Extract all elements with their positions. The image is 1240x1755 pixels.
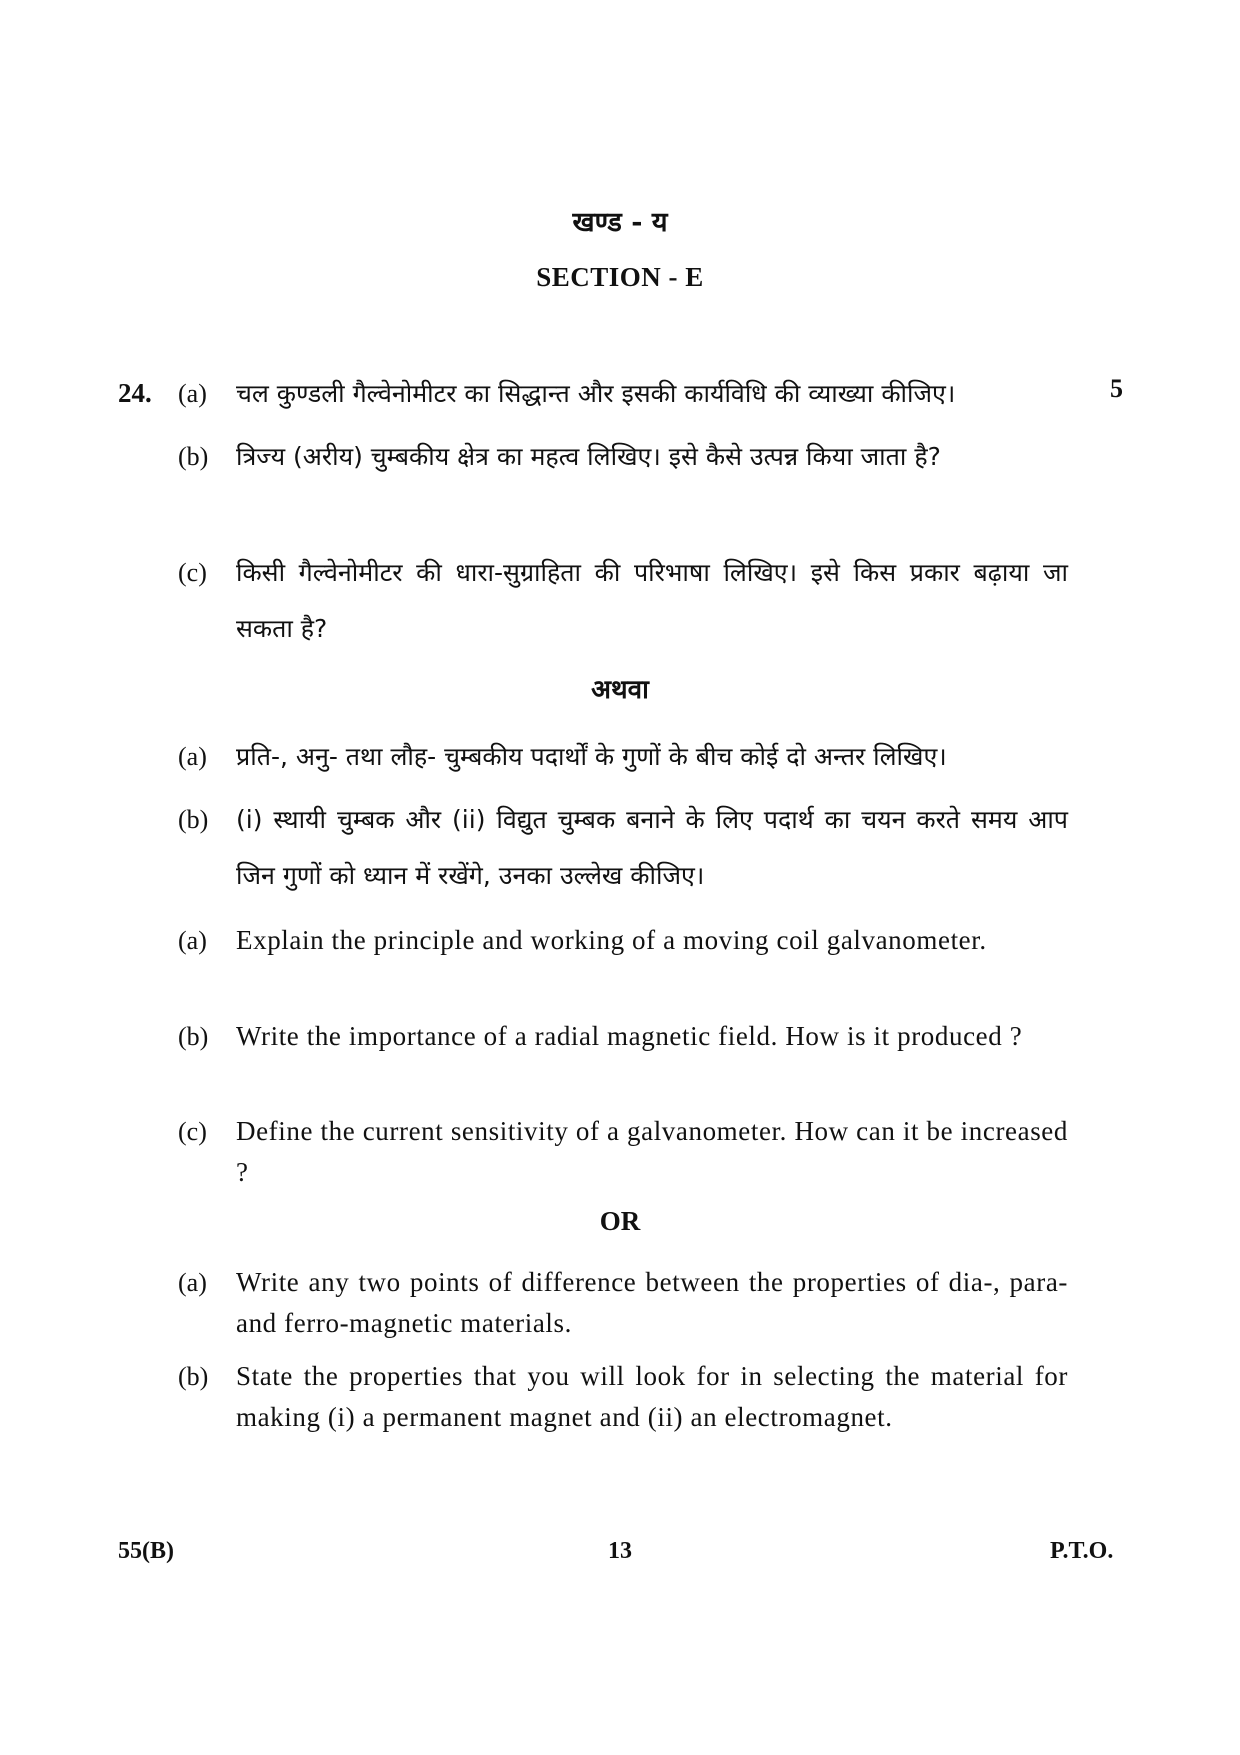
part-label: (c) (178, 1117, 207, 1146)
part-text: Write the importance of a radial magnetic field. How is it produced ? (236, 1021, 1023, 1051)
part-label: (a) (178, 379, 207, 408)
hindi-alt-part-b (178, 792, 1068, 904)
page-number: 13 (608, 1538, 632, 1564)
part-label: (a) (178, 1268, 207, 1297)
part-text: किसी गैल्वेनोमीटर की धारा-सुग्राहिता की परिभाषा लिखिए। इसे किस प्रकार बढ़ाया जा सकता है? (236, 558, 1068, 643)
part-label: (b) (178, 805, 209, 834)
part-text: प्रति-, अनु- तथा लौह- चुम्बकीय पदार्थों के गुणों के बीच कोई दो अन्तर लिखिए। (236, 742, 947, 771)
english-part-b (178, 1016, 1068, 1057)
hindi-alt-part-a (178, 729, 1068, 785)
part-label: (b) (178, 1022, 209, 1051)
part-label: (a) (178, 926, 207, 955)
part-label: (b) (178, 1362, 209, 1391)
hindi-part-a (178, 366, 1068, 422)
part-text: त्रिज्य (अरीय) चुम्बकीय क्षेत्र का महत्व लिखिए। इसे कैसे उत्पन्न किया जाता है? (236, 442, 941, 471)
part-text: चल कुण्डली गैल्वेनोमीटर का सिद्धान्त और इसकी कार्यविधि की व्याख्या कीजिए। (236, 379, 956, 408)
part-text: Write any two points of difference between the properties of dia-, para- and ferro-magnetic materials. (236, 1267, 1068, 1338)
part-text: Define the current sensitivity of a galvanometer. How can it be increased ? (236, 1116, 1068, 1187)
part-text: Explain the principle and working of a moving coil galvanometer. (236, 925, 987, 955)
question-marks: 5 (1110, 374, 1123, 403)
english-or-label: OR (599, 1206, 641, 1236)
question-number: 24. (118, 378, 152, 408)
english-alt-part-a (178, 1262, 1068, 1344)
english-alt-part-b (178, 1356, 1068, 1438)
pto-label: P.T.O. (1050, 1538, 1114, 1564)
hindi-section-heading: खण्ड - य (572, 207, 668, 238)
hindi-part-b (178, 429, 1068, 485)
paper-code: 55(B) (118, 1538, 174, 1564)
part-label: (b) (178, 442, 209, 471)
hindi-or-label: अथवा (591, 675, 649, 705)
english-part-a (178, 920, 1068, 961)
part-label: (c) (178, 558, 207, 587)
part-text: State the properties that you will look for in selecting the material for making (i) a permanent magnet and (ii) an electromagnet. (236, 1361, 1068, 1432)
hindi-part-c (178, 545, 1068, 657)
part-text: (i) स्थायी चुम्बक और (ii) विद्युत चुम्बक बनाने के लिए पदार्थ का चयन करते समय आप जिन गुणों को ध्यान में रखेंगे, उनका उल्लेख कीजिए। (236, 805, 1068, 890)
english-part-c (178, 1111, 1068, 1193)
english-section-heading: SECTION - E (536, 262, 704, 292)
part-label: (a) (178, 742, 207, 771)
